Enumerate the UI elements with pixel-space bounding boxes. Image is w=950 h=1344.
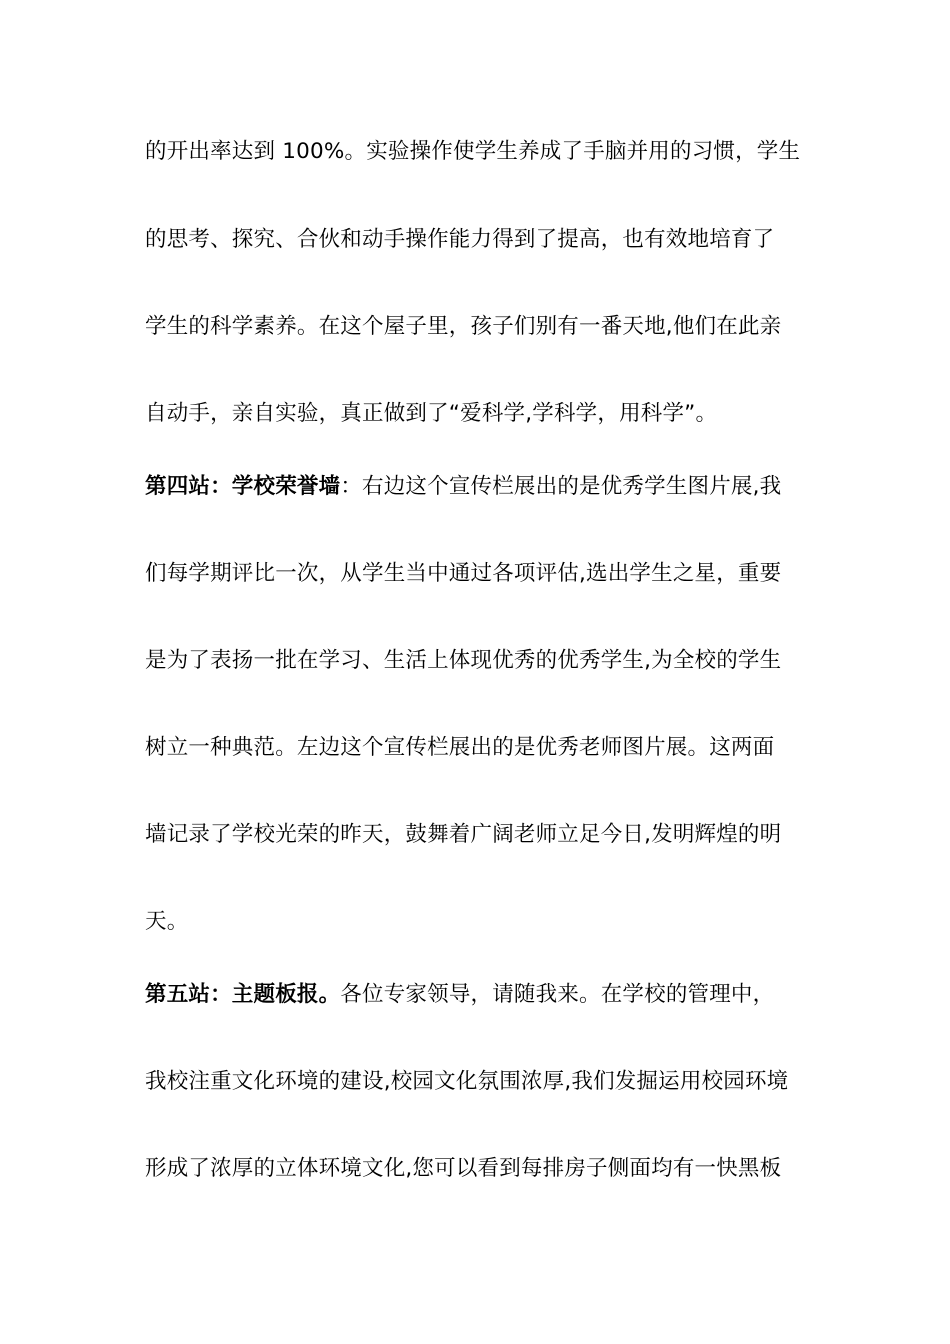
line-text: 天。 — [145, 909, 189, 934]
section-heading: 第四站：学校荣誉墙 — [145, 474, 341, 499]
line-text: ：右边这个宣传栏展出的是优秀学生图片展,我 — [340, 474, 782, 499]
line-text: 们每学期评比一次，从学生当中通过各项评估,选出学生之星，重要 — [145, 561, 782, 586]
line-text: 的开出率达到 100%。实验操作使学生养成了手脑并用的习惯，学生 — [145, 139, 801, 164]
line-text: 的思考、探究、合伙和动手操作能力得到了提高，也有效地培育了 — [145, 227, 775, 252]
paragraph-line — [145, 1153, 815, 1185]
paragraph-line — [145, 906, 815, 938]
line-text: 是为了表扬一批在学习、生活上体现优秀的优秀学生,为全校的学生 — [145, 648, 782, 673]
paragraph-line — [145, 136, 815, 168]
paragraph-line — [145, 398, 815, 430]
line-text: 我校注重文化环境的建设,校园文化氛围浓厚,我们发掘运用校园环境 — [145, 1069, 789, 1094]
section-four-line — [145, 471, 815, 503]
paragraph-line — [145, 1066, 815, 1098]
paragraph-line — [145, 645, 815, 677]
line-text: 自动手，亲自实验，真正做到了“爱科学,学科学，用科学”。 — [145, 401, 718, 426]
paragraph-line — [145, 819, 815, 851]
line-text: 树立一种典范。左边这个宣传栏展出的是优秀老师图片展。这两面 — [145, 735, 775, 760]
section-five-line — [145, 979, 815, 1011]
line-text: 各位专家领导，请随我来。在学校的管理中， — [340, 982, 775, 1007]
paragraph-line — [145, 224, 815, 256]
paragraph-line — [145, 732, 815, 764]
section-heading: 第五站：主题板报。 — [145, 982, 341, 1007]
line-text: 墙记录了学校光荣的昨天，鼓舞着广阔老师立足今日,发明辉煌的明 — [145, 822, 782, 847]
line-text: 形成了浓厚的立体环境文化,您可以看到每排房子侧面均有一快黑板 — [145, 1156, 782, 1181]
line-text: 学生的科学素养。在这个屋子里，孩子们别有一番天地,他们在此亲 — [145, 314, 782, 339]
paragraph-line — [145, 558, 815, 590]
paragraph-line — [145, 311, 815, 343]
